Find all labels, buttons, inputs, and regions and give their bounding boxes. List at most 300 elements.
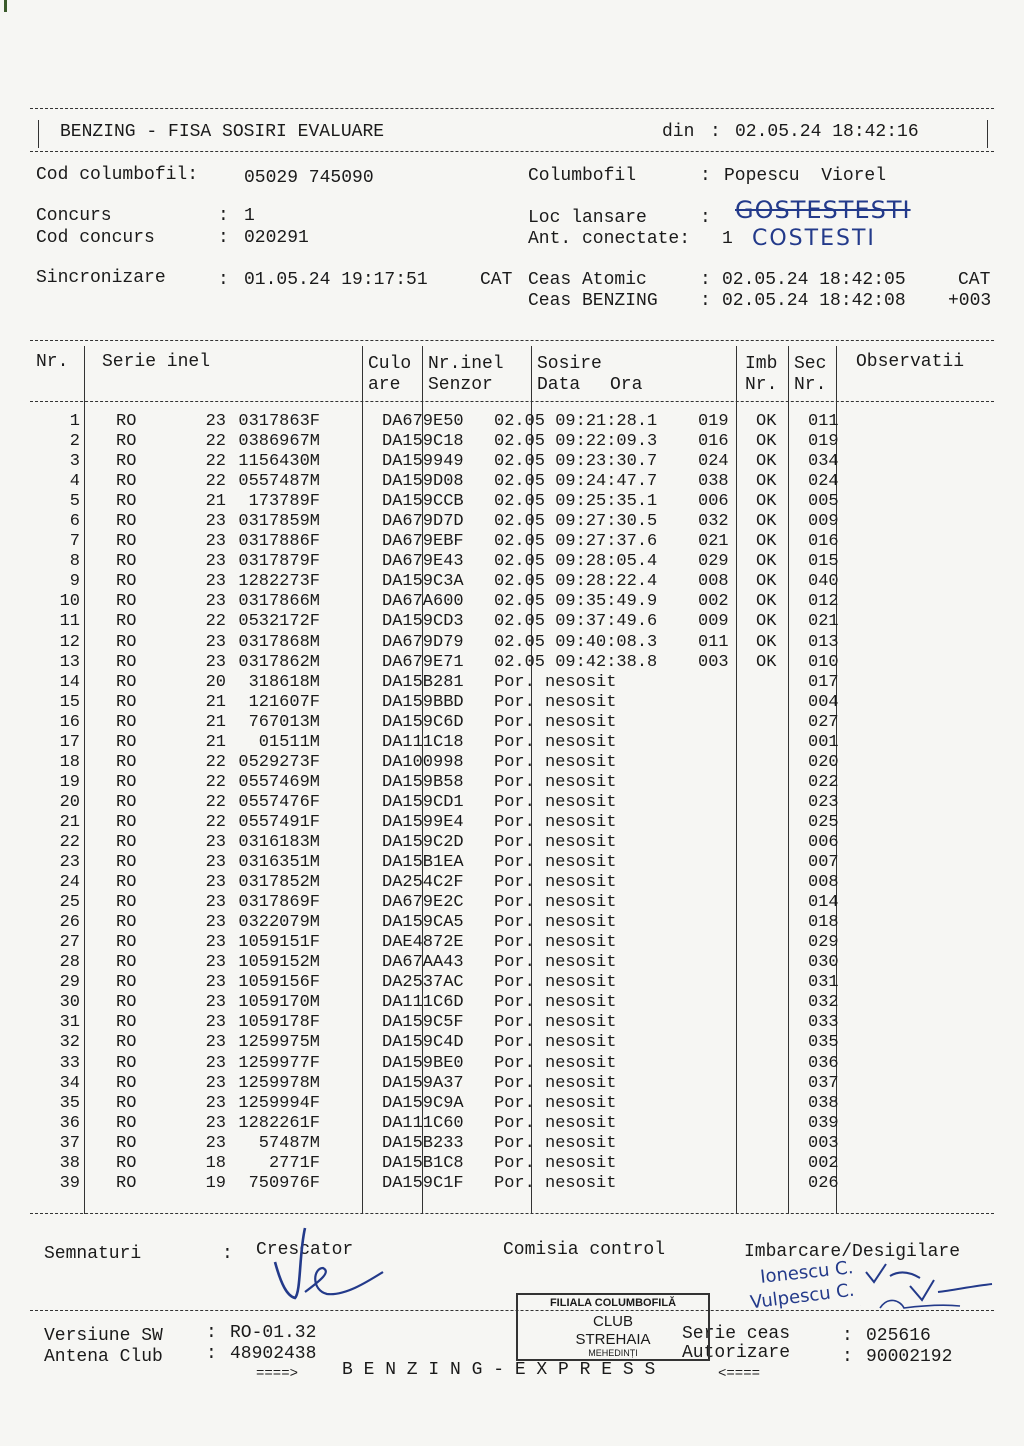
row-country: RO <box>116 772 137 792</box>
concurs-label: Concurs <box>36 206 112 226</box>
table-row <box>30 1074 908 1094</box>
row-embark-nr <box>694 973 752 993</box>
row-observation: 039 <box>808 1113 839 1133</box>
row-embark-nr <box>694 1033 752 1053</box>
row-nr: 7 <box>69 532 80 552</box>
row-observation: 024 <box>808 472 839 492</box>
row-nr: 35 <box>59 1093 80 1113</box>
row-color <box>320 1134 378 1154</box>
footer-top-rule <box>30 1310 994 1311</box>
document-title: BENZING - FISA SOSIRI EVALUARE <box>60 122 385 142</box>
row-security <box>752 953 800 973</box>
row-embark-nr <box>694 1094 752 1114</box>
header-left-bar <box>38 120 39 148</box>
row-security: OK <box>756 412 777 432</box>
row-embark-nr <box>694 913 752 933</box>
row-observation: 006 <box>808 833 839 852</box>
table-row <box>30 472 908 492</box>
row-observation: 015 <box>808 552 839 572</box>
row-observation: 014 <box>808 893 839 913</box>
row-security <box>752 933 800 953</box>
sincronizare-colon: : <box>218 270 229 290</box>
table-row <box>30 633 908 653</box>
row-observation: 031 <box>808 973 839 993</box>
row-ring-number: 1259994F <box>238 1093 320 1113</box>
row-year: 23 <box>205 592 226 612</box>
stamp-line-1: FILIALA COLUMBOFILĂ <box>549 1297 677 1309</box>
row-sensor: DA159949 <box>382 452 464 472</box>
row-sensor: DA159C18 <box>382 432 464 452</box>
handwritten-loc-crossed: GOSTESTESTI <box>735 196 911 224</box>
row-country: RO <box>116 612 137 632</box>
row-observation: 011 <box>808 412 839 432</box>
row-nr: 22 <box>59 833 80 852</box>
row-security: OK <box>756 512 777 532</box>
row-color <box>320 492 378 512</box>
row-country: RO <box>116 812 137 832</box>
row-color <box>320 953 378 973</box>
row-color <box>320 472 378 492</box>
row-ring-number: 0317886F <box>238 532 320 552</box>
row-country: RO <box>116 1093 137 1113</box>
row-country: RO <box>116 592 137 612</box>
row-embark-nr <box>694 853 752 873</box>
row-color <box>320 793 378 813</box>
row-country: RO <box>116 692 137 712</box>
row-country: RO <box>116 732 137 752</box>
row-color <box>320 1094 378 1114</box>
serie-ceas-label: Serie ceas <box>682 1324 791 1344</box>
row-security <box>752 1094 800 1114</box>
row-sensor: DA15B281 <box>382 672 464 692</box>
row-year: 23 <box>205 893 226 913</box>
row-year: 19 <box>205 1173 226 1193</box>
row-color <box>320 532 378 552</box>
row-color <box>320 813 378 833</box>
table-row <box>30 532 908 552</box>
row-ring-number: 767013M <box>248 712 320 732</box>
row-color <box>320 1054 378 1074</box>
row-color <box>320 1154 378 1174</box>
row-nr: 32 <box>59 1033 80 1053</box>
row-embark-nr <box>694 933 752 953</box>
row-year: 23 <box>205 853 226 873</box>
row-nr: 9 <box>69 572 80 592</box>
row-color <box>320 933 378 953</box>
row-arrival: Por. nesosit <box>494 993 617 1013</box>
row-nr: 16 <box>59 712 80 732</box>
row-country: RO <box>116 1153 137 1173</box>
row-security <box>752 713 800 733</box>
table-row <box>30 933 908 953</box>
row-arrival: Por. nesosit <box>494 672 617 692</box>
row-observation: 019 <box>808 432 839 452</box>
row-ring-number: 121607F <box>248 692 320 712</box>
row-year: 22 <box>205 432 226 452</box>
row-color <box>320 432 378 452</box>
row-observation: 017 <box>808 672 839 692</box>
row-observation: 033 <box>808 1013 839 1033</box>
row-sensor: DA159B58 <box>382 772 464 792</box>
table-row <box>30 1114 908 1134</box>
ceas-benzing-colon: : <box>700 291 711 311</box>
row-arrival: Por. nesosit <box>494 1033 617 1053</box>
cod-concurs-value: 020291 <box>244 228 309 248</box>
row-nr: 10 <box>59 592 80 612</box>
serie-ceas-value: 025616 <box>866 1326 931 1346</box>
row-arrival: Por. nesosit <box>494 1133 617 1153</box>
row-sensor: DA67A600 <box>382 592 464 612</box>
row-ring-number: 0557469M <box>238 772 320 792</box>
row-nr: 4 <box>69 472 80 492</box>
brand-banner: B E N Z I N G - E X P R E S S <box>342 1360 656 1380</box>
row-observation: 038 <box>808 1093 839 1113</box>
row-ring-number: 0557491F <box>238 812 320 832</box>
table-row <box>30 813 908 833</box>
row-country: RO <box>116 893 137 913</box>
row-ring-number: 0317868M <box>238 632 320 652</box>
row-security <box>752 1033 800 1053</box>
row-sensor: DA159C2D <box>382 833 464 852</box>
row-nr: 17 <box>59 732 80 752</box>
row-ring-number: 1059170M <box>238 993 320 1013</box>
row-arrival: Por. nesosit <box>494 893 617 913</box>
row-sensor: DA159BE0 <box>382 1053 464 1073</box>
row-nr: 34 <box>59 1073 80 1093</box>
row-ring-number: 1259978M <box>238 1073 320 1093</box>
row-year: 21 <box>205 492 226 512</box>
row-color <box>320 833 378 853</box>
row-ring-number: 0317862M <box>238 652 320 672</box>
row-nr: 5 <box>69 492 80 512</box>
row-color <box>320 713 378 733</box>
row-year: 23 <box>205 833 226 852</box>
row-nr: 11 <box>59 612 80 632</box>
row-nr: 29 <box>59 973 80 993</box>
row-country: RO <box>116 792 137 812</box>
versiune-label: Versiune SW <box>44 1326 163 1346</box>
row-sensor: DA159C4D <box>382 1033 464 1053</box>
col-imb-header-1: Imb <box>745 354 778 374</box>
row-color <box>320 612 378 632</box>
row-sensor: DA111C6D <box>382 993 464 1013</box>
row-security <box>752 1114 800 1134</box>
row-ring-number: 0557487M <box>238 472 320 492</box>
row-year: 20 <box>205 672 226 692</box>
row-ring-number: 0316351M <box>238 853 320 873</box>
row-security <box>752 1074 800 1094</box>
date-label: din <box>662 122 695 142</box>
row-sensor: DA159A37 <box>382 1073 464 1093</box>
row-ring-number: 0557476F <box>238 792 320 812</box>
col-sec-header-2: Nr. <box>794 375 827 395</box>
row-ring-number: 1282261F <box>238 1113 320 1133</box>
row-embark-nr <box>694 813 752 833</box>
date-colon: : <box>710 122 721 142</box>
row-year: 23 <box>205 973 226 993</box>
row-observation: 032 <box>808 993 839 1013</box>
row-color <box>320 633 378 653</box>
row-color <box>320 653 378 673</box>
table-row <box>30 412 908 432</box>
row-sensor: DA679D7D <box>382 512 464 532</box>
row-year: 23 <box>205 412 226 432</box>
row-ring-number: 0317879F <box>238 552 320 572</box>
row-observation: 010 <box>808 652 839 672</box>
row-year: 23 <box>205 572 226 592</box>
row-embark-nr <box>694 1114 752 1134</box>
club-stamp <box>516 1293 710 1361</box>
row-arrival: Por. nesosit <box>494 1093 617 1113</box>
row-security <box>752 693 800 713</box>
row-sensor: DA679E71 <box>382 652 464 672</box>
row-country: RO <box>116 833 137 852</box>
table-row <box>30 733 908 753</box>
row-country: RO <box>116 953 137 973</box>
row-embark-nr: 009 <box>698 612 729 632</box>
row-color <box>320 552 378 572</box>
row-ring-number: 1059156F <box>238 973 320 993</box>
row-embark-nr: 021 <box>698 532 729 552</box>
row-sensor: DA100998 <box>382 752 464 772</box>
row-year: 23 <box>205 1073 226 1093</box>
row-country: RO <box>116 452 137 472</box>
row-security <box>752 1174 800 1194</box>
scan-edge-mark <box>4 0 7 12</box>
row-year: 23 <box>205 1033 226 1053</box>
ceas-atomic-zone: CAT <box>958 270 991 290</box>
row-color <box>320 993 378 1013</box>
row-nr: 23 <box>59 853 80 873</box>
row-security <box>752 673 800 693</box>
row-security: OK <box>756 632 777 652</box>
row-nr: 2 <box>69 432 80 452</box>
row-embark-nr <box>694 1154 752 1174</box>
col-data-header: Data <box>537 375 581 395</box>
row-nr: 13 <box>59 652 80 672</box>
table-bottom-rule <box>30 1213 994 1214</box>
row-ring-number: 0317859M <box>238 512 320 532</box>
sincronizare-label: Sincronizare <box>36 268 166 288</box>
row-observation: 005 <box>808 492 839 512</box>
row-embark-nr: 003 <box>698 652 729 672</box>
row-observation: 040 <box>808 572 839 592</box>
col-observatii-header: Observatii <box>856 352 965 372</box>
row-security <box>752 1013 800 1033</box>
row-color <box>320 773 378 793</box>
row-sensor: DA111C60 <box>382 1113 464 1133</box>
row-observation: 012 <box>808 592 839 612</box>
row-sensor: DA679E43 <box>382 552 464 572</box>
row-security: OK <box>756 592 777 612</box>
autorizare-colon: : <box>842 1347 853 1367</box>
row-arrival: 02.05 09:37:49.6 <box>494 612 658 632</box>
row-ring-number: 0317852M <box>238 873 320 893</box>
row-sensor: DA159C6D <box>382 712 464 732</box>
row-observation: 037 <box>808 1073 839 1093</box>
row-nr: 27 <box>59 933 80 953</box>
date-value: 02.05.24 18:42:16 <box>735 122 919 142</box>
row-color <box>320 452 378 472</box>
row-ring-number: 0532172F <box>238 612 320 632</box>
row-nr: 21 <box>59 812 80 832</box>
row-security: OK <box>756 492 777 512</box>
row-year: 22 <box>205 812 226 832</box>
row-arrival: 02.05 09:25:35.1 <box>494 492 658 512</box>
row-embark-nr <box>694 713 752 733</box>
row-arrival: Por. nesosit <box>494 953 617 973</box>
row-embark-nr <box>694 873 752 893</box>
row-embark-nr <box>694 773 752 793</box>
row-country: RO <box>116 1013 137 1033</box>
row-arrival: 02.05 09:23:30.7 <box>494 452 658 472</box>
row-arrival: 02.05 09:40:08.3 <box>494 632 658 652</box>
row-observation: 007 <box>808 853 839 873</box>
table-row <box>30 693 908 713</box>
row-year: 22 <box>205 472 226 492</box>
results-table-body <box>30 412 908 1194</box>
table-row <box>30 793 908 813</box>
row-country: RO <box>116 492 137 512</box>
row-year: 23 <box>205 652 226 672</box>
table-row <box>30 913 908 933</box>
row-country: RO <box>116 572 137 592</box>
col-nrinel-header-2: Senzor <box>428 375 493 395</box>
row-year: 23 <box>205 1093 226 1113</box>
header-top-rule <box>30 108 994 109</box>
row-ring-number: 1259977F <box>238 1053 320 1073</box>
antena-value: 48902438 <box>230 1344 317 1364</box>
row-arrival: 02.05 09:35:49.9 <box>494 592 658 612</box>
row-arrival: 02.05 09:27:37.6 <box>494 532 658 552</box>
row-nr: 30 <box>59 993 80 1013</box>
sincronizare-value: 01.05.24 19:17:51 <box>244 270 428 290</box>
stamp-line-4: MEHEDINȚI <box>588 1348 638 1358</box>
cod-concurs-colon: : <box>218 228 229 248</box>
table-row <box>30 1134 908 1154</box>
row-arrival: Por. nesosit <box>494 853 617 873</box>
row-sensor: DA1599E4 <box>382 812 464 832</box>
col-nrinel-header-1: Nr.inel <box>428 354 504 374</box>
row-arrival: Por. nesosit <box>494 873 617 893</box>
row-embark-nr: 011 <box>698 632 729 652</box>
embarkation-signatures <box>860 1256 1000 1316</box>
row-nr: 39 <box>59 1173 80 1193</box>
row-security: OK <box>756 552 777 572</box>
row-color <box>320 673 378 693</box>
row-security: OK <box>756 452 777 472</box>
row-sensor: DA159C1F <box>382 1173 464 1193</box>
table-row <box>30 1094 908 1114</box>
row-embark-nr <box>694 753 752 773</box>
row-embark-nr <box>694 1174 752 1194</box>
row-observation: 020 <box>808 752 839 772</box>
row-arrival: 02.05 09:28:22.4 <box>494 572 658 592</box>
row-country: RO <box>116 1173 137 1193</box>
row-color <box>320 1114 378 1134</box>
table-row <box>30 1013 908 1033</box>
row-observation: 029 <box>808 933 839 953</box>
row-sensor: DA679D79 <box>382 632 464 652</box>
row-security <box>752 773 800 793</box>
row-nr: 3 <box>69 452 80 472</box>
row-color <box>320 853 378 873</box>
crescator-label: Crescator <box>256 1240 354 1260</box>
row-year: 23 <box>205 512 226 532</box>
header-bottom-rule <box>30 151 994 152</box>
autorizare-value: 90002192 <box>866 1347 953 1367</box>
row-embark-nr <box>694 993 752 1013</box>
row-arrival: Por. nesosit <box>494 712 617 732</box>
table-row <box>30 492 908 512</box>
stamp-line-3: STREHAIA <box>575 1331 651 1348</box>
row-embark-nr <box>694 893 752 913</box>
crescator-signature <box>255 1222 390 1307</box>
table-row <box>30 833 908 853</box>
ceas-benzing-value: 02.05.24 18:42:08 <box>722 291 906 311</box>
row-country: RO <box>116 1113 137 1133</box>
row-country: RO <box>116 712 137 732</box>
row-arrival: Por. nesosit <box>494 1113 617 1133</box>
col-culoare-header-2: are <box>368 375 401 395</box>
row-arrival: 02.05 09:21:28.1 <box>494 412 658 432</box>
table-row <box>30 1154 908 1174</box>
row-color <box>320 873 378 893</box>
row-country: RO <box>116 752 137 772</box>
table-row <box>30 572 908 592</box>
row-embark-nr <box>694 953 752 973</box>
row-year: 22 <box>205 612 226 632</box>
ceas-benzing-offset: +003 <box>948 291 992 311</box>
serie-ceas-colon: : <box>842 1326 853 1346</box>
antena-label: Antena Club <box>44 1347 163 1367</box>
row-observation: 009 <box>808 512 839 532</box>
row-embark-nr <box>694 1054 752 1074</box>
row-arrival: Por. nesosit <box>494 913 617 933</box>
loc-lansare-label: Loc lansare <box>528 208 647 228</box>
table-row <box>30 853 908 873</box>
col-ora-header: Ora <box>610 375 643 395</box>
row-security <box>752 833 800 853</box>
row-embark-nr <box>694 693 752 713</box>
row-security: OK <box>756 652 777 672</box>
row-year: 21 <box>205 732 226 752</box>
row-security <box>752 993 800 1013</box>
row-arrival: Por. nesosit <box>494 973 617 993</box>
row-ring-number: 57487M <box>258 1133 320 1153</box>
row-arrival: Por. nesosit <box>494 792 617 812</box>
row-ring-number: 0386967M <box>238 432 320 452</box>
row-ring-number: 0317866M <box>238 592 320 612</box>
versiune-colon: : <box>206 1323 217 1343</box>
row-security <box>752 793 800 813</box>
ceas-atomic-label: Ceas Atomic <box>528 270 647 290</box>
row-ring-number: 0317863F <box>238 412 320 432</box>
row-embark-nr: 024 <box>698 452 729 472</box>
antena-colon: : <box>206 1344 217 1364</box>
col-culoare-header-1: Culo <box>368 354 412 374</box>
loc-lansare-colon: : <box>700 208 711 228</box>
row-color <box>320 412 378 432</box>
row-ring-number: 0322079M <box>238 913 320 933</box>
row-year: 23 <box>205 913 226 933</box>
row-country: RO <box>116 973 137 993</box>
row-ring-number: 750976F <box>248 1173 320 1193</box>
semnaturi-colon: : <box>222 1244 233 1264</box>
row-embark-nr <box>694 793 752 813</box>
row-embark-nr: 002 <box>698 592 729 612</box>
row-sensor: DA159BBD <box>382 692 464 712</box>
